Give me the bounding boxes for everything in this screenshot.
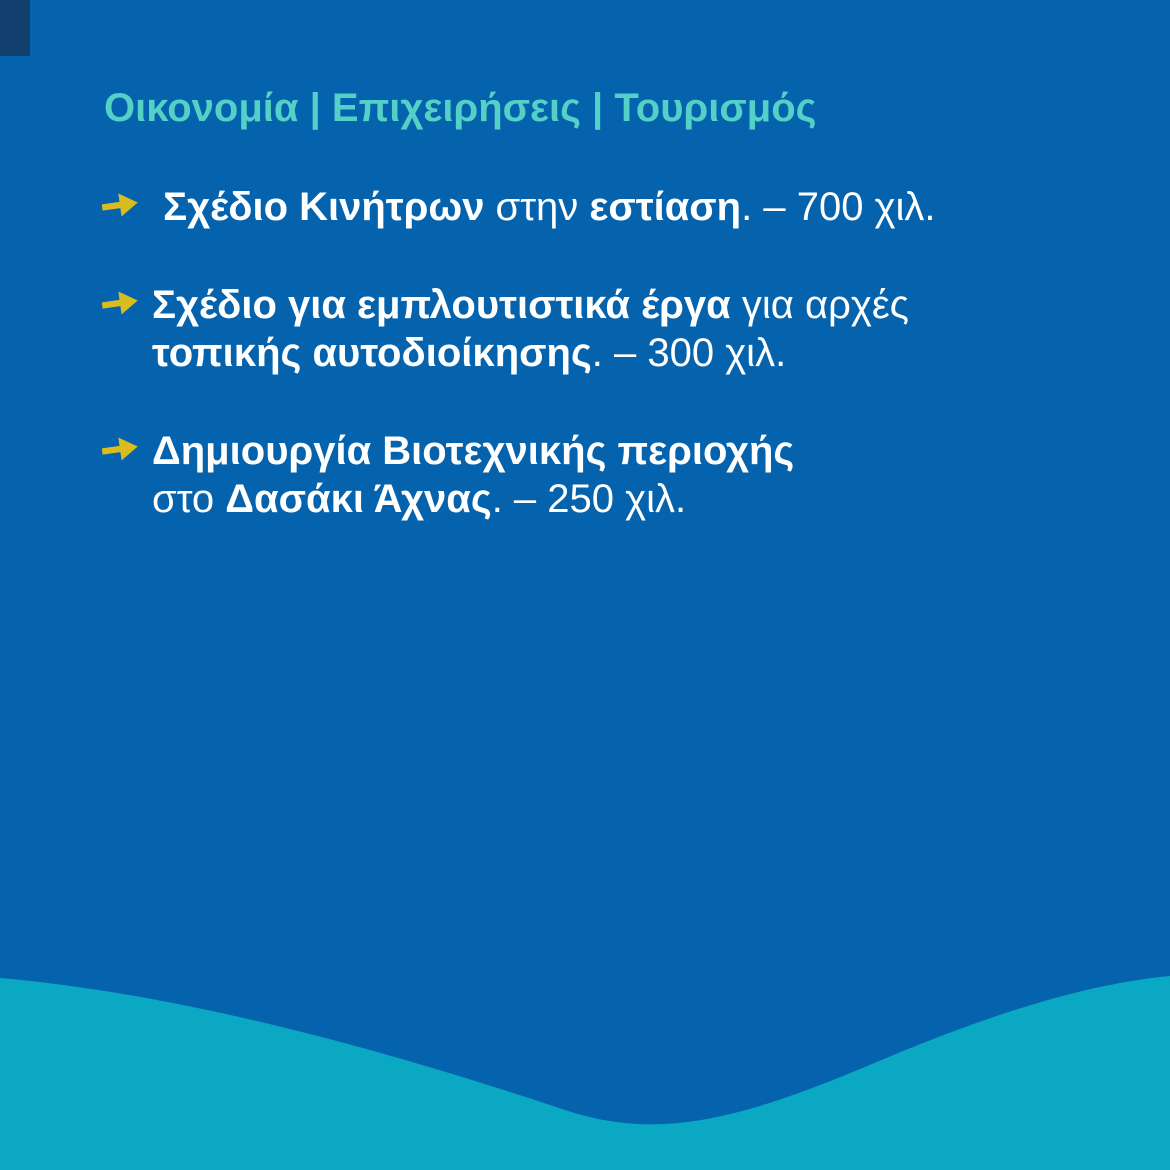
bullet-list bbox=[102, 183, 1082, 523]
text-segment: . – 300 χιλ. bbox=[591, 331, 787, 375]
text-segment: στην bbox=[484, 185, 590, 229]
bullet-line bbox=[152, 475, 794, 523]
right-arrow-icon bbox=[102, 190, 140, 220]
text-segment: Δημιουργία Βιοτεχνικής περιοχής bbox=[152, 429, 795, 473]
page-title: Οικονομία | Επιχειρήσεις | Τουρισμός bbox=[104, 86, 817, 130]
bullet-line bbox=[152, 427, 794, 475]
bullet-text bbox=[152, 183, 936, 231]
text-segment: Σχέδιο για εμπλουτιστικά έργα bbox=[152, 283, 731, 327]
bullet-item bbox=[102, 427, 1082, 523]
text-segment: στο bbox=[152, 477, 226, 521]
bullet-line bbox=[152, 329, 909, 377]
bullet-text bbox=[152, 427, 794, 523]
text-segment: Σχέδιο Κινήτρων bbox=[152, 185, 485, 229]
bullet-item bbox=[102, 183, 1082, 231]
right-arrow-icon bbox=[102, 434, 140, 464]
text-segment: . – 700 χιλ. bbox=[741, 185, 936, 229]
right-arrow-icon bbox=[102, 288, 140, 318]
bullet-item bbox=[102, 281, 1082, 377]
bullet-line bbox=[152, 281, 909, 329]
bullet-line bbox=[152, 183, 936, 231]
text-segment: Δασάκι Άχνας bbox=[225, 477, 492, 521]
text-segment: εστίαση bbox=[589, 185, 742, 229]
corner-accent-rect bbox=[0, 0, 30, 56]
text-segment: τοπικής αυτοδιοίκησης bbox=[152, 331, 592, 375]
bullet-text bbox=[152, 281, 909, 377]
text-segment: για αρχές bbox=[730, 283, 909, 327]
text-segment: . – 250 χιλ. bbox=[491, 477, 687, 521]
